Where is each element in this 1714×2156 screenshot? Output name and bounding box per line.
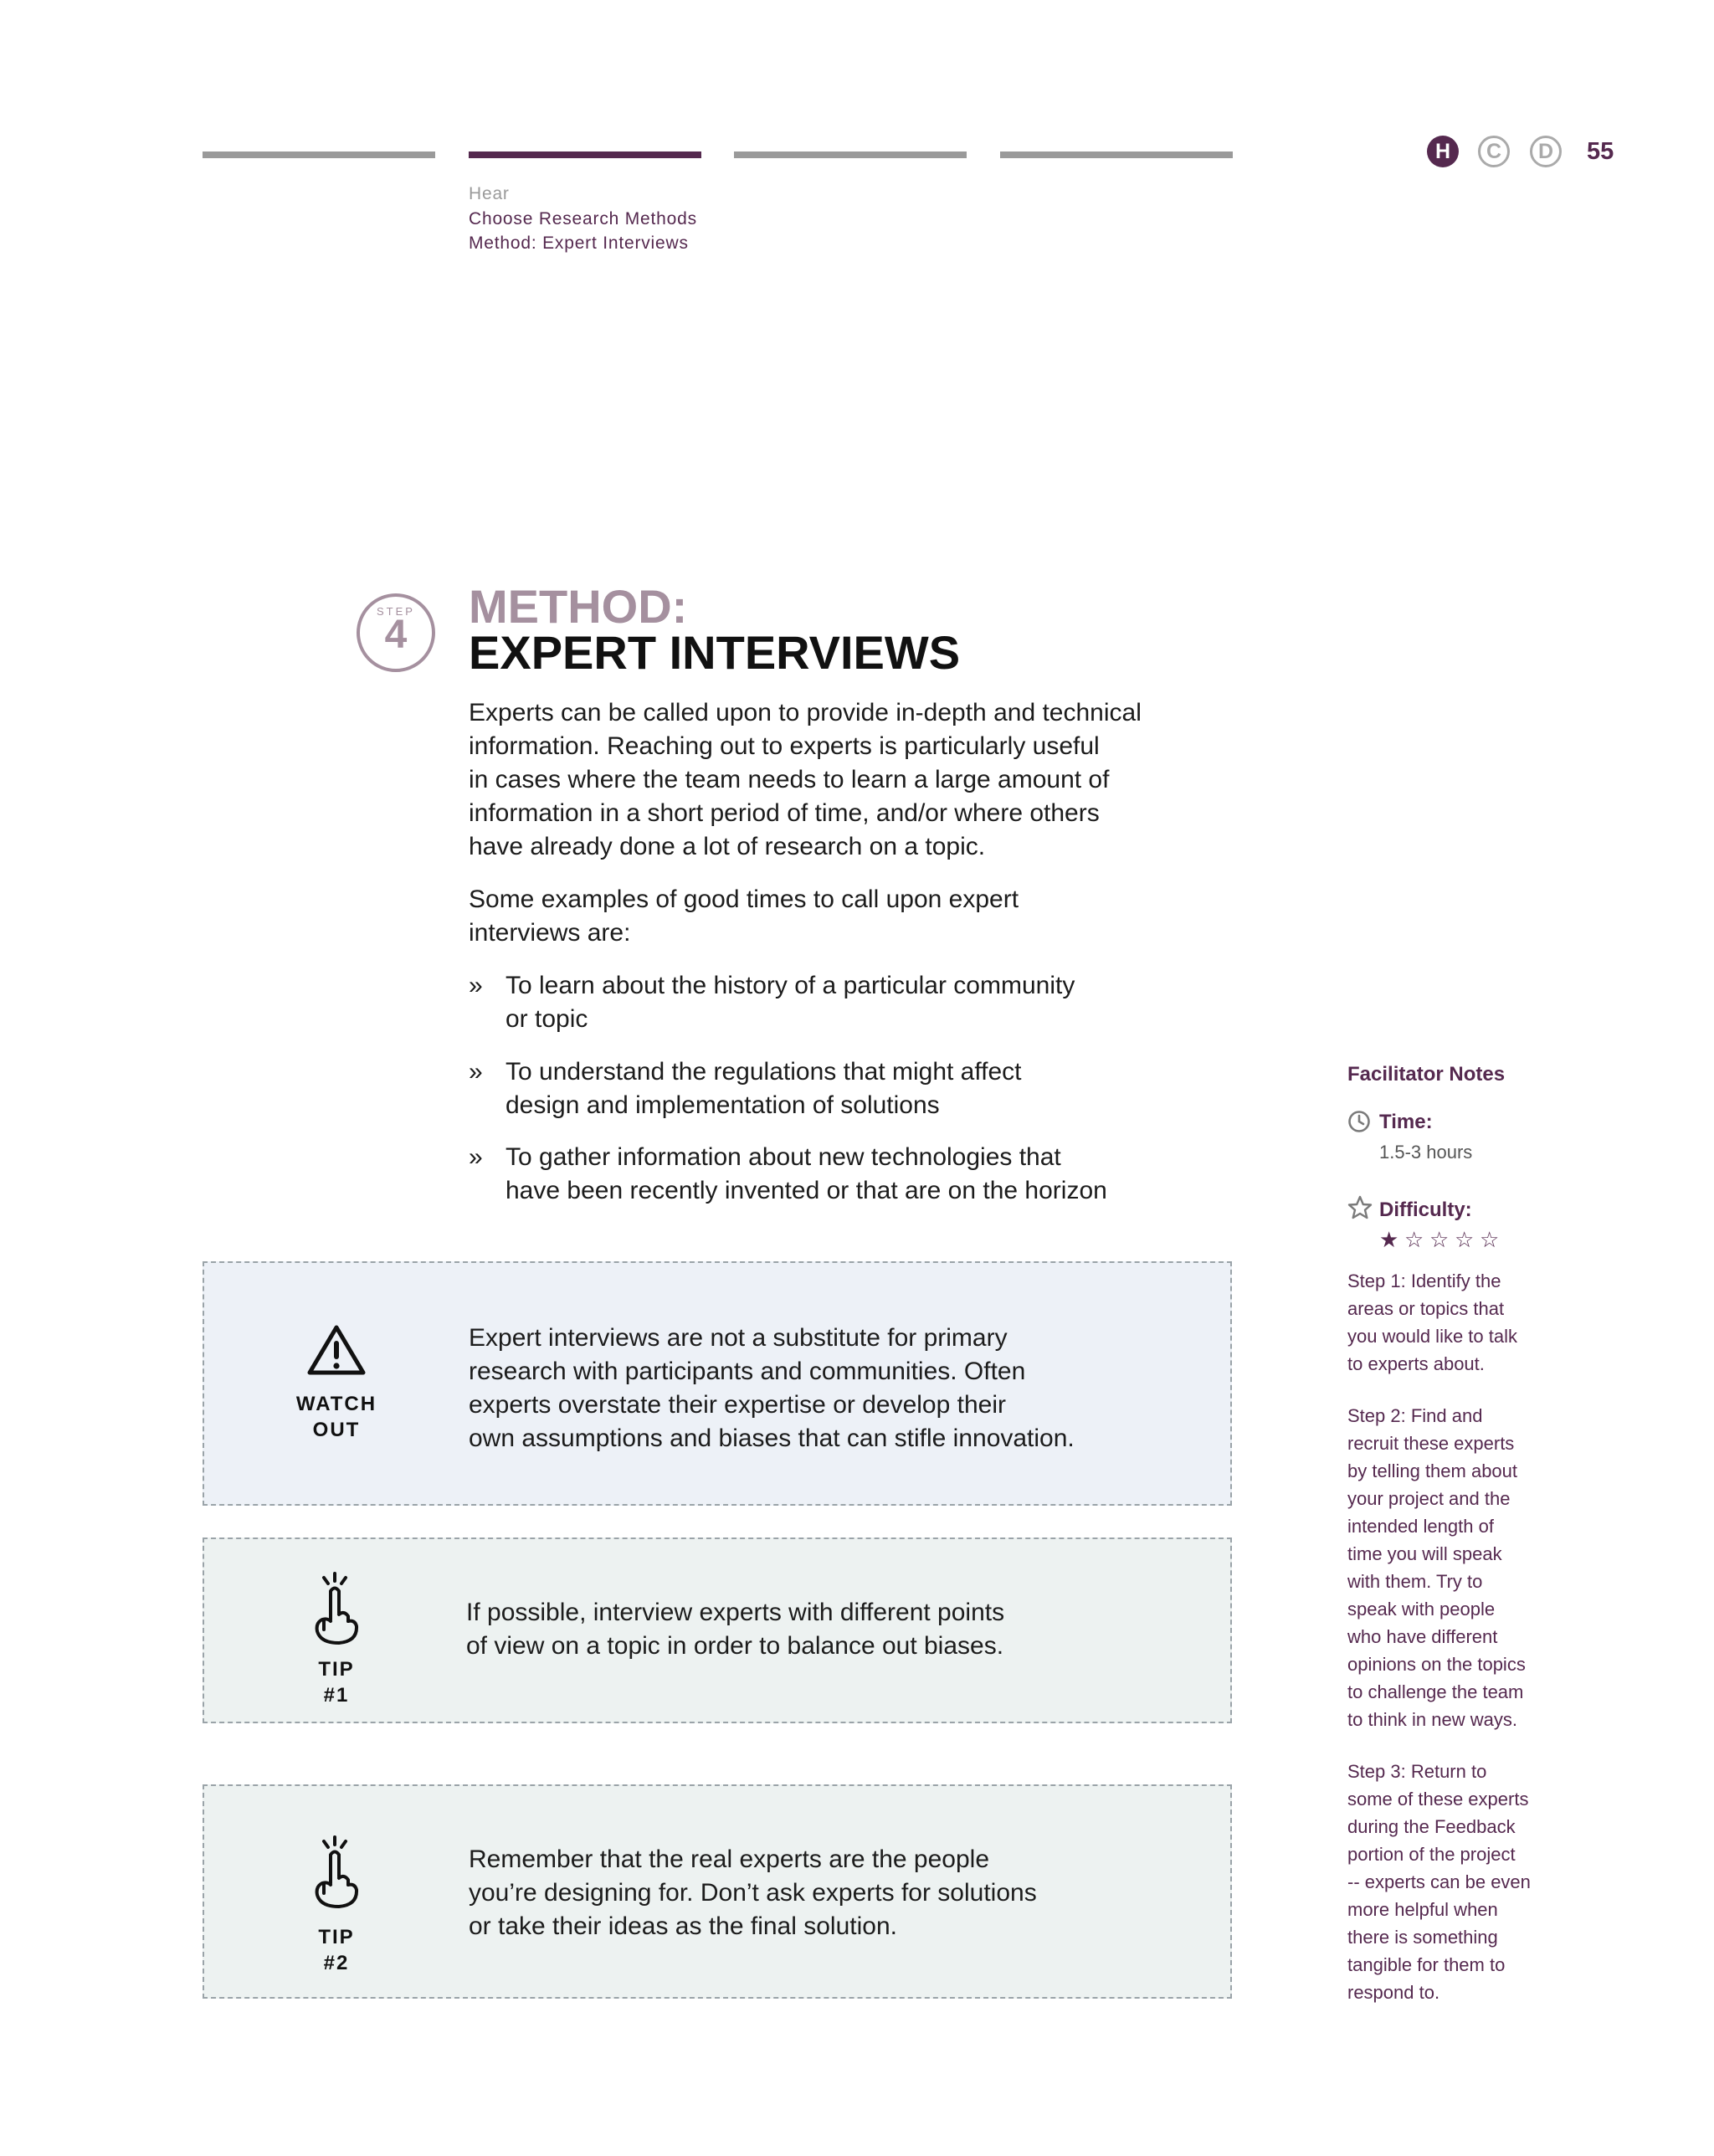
watch-out-line: experts overstate their expertise or develop their <box>469 1391 1006 1419</box>
bullet-marker: » <box>469 1143 483 1171</box>
breadcrumb-method: Method: Expert Interviews <box>469 234 689 253</box>
step-note-line: during the Feedback <box>1347 1816 1516 1837</box>
step-number: 4 <box>384 613 408 657</box>
step-note-line: to experts about. <box>1347 1353 1485 1374</box>
step-note-line: areas or topics that <box>1347 1298 1505 1319</box>
list-item: To understand the regulations that might affect <box>505 1058 1022 1086</box>
tip-2-line: or take their ideas as the final solution. <box>469 1912 897 1940</box>
step-note-line: opinions on the topics <box>1347 1654 1526 1675</box>
tip-1-line: of view on a topic in order to balance out biases. <box>466 1632 1004 1660</box>
step-note-line: respond to. <box>1347 1982 1440 2003</box>
step-note-line: to challenge the team <box>1347 1681 1524 1702</box>
step-note-line: portion of the project <box>1347 1844 1516 1865</box>
tip-1-label-line1: TIP <box>318 1658 355 1681</box>
star-outline-icon <box>1347 1195 1373 1220</box>
step-note-line: -- experts can be even <box>1347 1871 1531 1892</box>
list-item: To gather information about new technologies that <box>505 1143 1061 1171</box>
step-note-line: some of these experts <box>1347 1789 1529 1810</box>
list-item-continued: or topic <box>505 1005 588 1033</box>
list-item-continued: have been recently invented or that are on the horizon <box>505 1177 1107 1204</box>
clock-icon <box>1347 1110 1371 1133</box>
create-phase-badge: C <box>1478 136 1510 167</box>
watch-out-label-line1: WATCH <box>295 1393 377 1415</box>
tip-2-line: Remember that the real experts are the people <box>469 1845 990 1873</box>
deliver-phase-badge: D <box>1530 136 1562 167</box>
progress-segment-2-active <box>469 151 701 158</box>
watch-out-callout <box>203 1261 1232 1506</box>
watch-out-line: own assumptions and biases that can stifle innovation. <box>469 1424 1075 1452</box>
bullet-marker: » <box>469 1058 483 1086</box>
watch-out-line: research with participants and communities. Often <box>469 1358 1026 1385</box>
tip-2-label-line2: #2 <box>323 1952 350 1974</box>
step-label: STEP <box>377 605 415 618</box>
examples-line: interviews are: <box>469 919 631 947</box>
step-note-line: Step 1: Identify the <box>1347 1270 1501 1291</box>
step-number-icon <box>357 593 435 672</box>
tip-1-callout <box>203 1537 1232 1723</box>
progress-segment-3 <box>734 151 967 158</box>
step-note-line: recruit these experts <box>1347 1433 1515 1454</box>
hear-phase-badge: H <box>1427 136 1459 167</box>
tip-1-label-line2: #1 <box>323 1684 350 1707</box>
intro-line: information. Reaching out to experts is particularly useful <box>469 732 1100 760</box>
breadcrumb-section: Choose Research Methods <box>469 209 697 228</box>
step-note-line: with them. Try to <box>1347 1571 1483 1592</box>
intro-line: Experts can be called upon to provide in-depth and technical <box>469 699 1142 726</box>
step-note-line: tangible for them to <box>1347 1954 1506 1975</box>
tip-2-callout <box>203 1784 1232 1999</box>
step-note-line: who have different <box>1347 1626 1498 1647</box>
page-number: 55 <box>1587 138 1614 165</box>
title-prefix: METHOD: <box>469 580 688 633</box>
step-note-line: there is something <box>1347 1927 1498 1948</box>
breadcrumb-phase: Hear <box>469 184 510 203</box>
star-empty-icon: ☆ <box>1480 1227 1500 1252</box>
time-value: 1.5-3 hours <box>1379 1142 1473 1163</box>
tip-2-label-line1: TIP <box>318 1926 355 1948</box>
tip-1-line: If possible, interview experts with different points <box>466 1599 1005 1626</box>
star-empty-icon: ☆ <box>1455 1227 1475 1252</box>
intro-line: in cases where the team needs to learn a large amount of <box>469 766 1110 793</box>
step-note-line: by telling them about <box>1347 1460 1518 1481</box>
difficulty-label: Difficulty: <box>1379 1199 1472 1221</box>
progress-segment-4 <box>1000 151 1233 158</box>
step-note-line: you would like to talk <box>1347 1326 1517 1347</box>
page-title: EXPERT INTERVIEWS <box>469 626 961 679</box>
step-note-line: to think in new ways. <box>1347 1709 1517 1730</box>
bullet-marker: » <box>469 972 483 999</box>
step-note-line: time you will speak <box>1347 1543 1502 1564</box>
tip-2-label <box>269 1924 403 1976</box>
watch-out-line: Expert interviews are not a substitute for primary <box>469 1324 1008 1352</box>
step-2-note <box>1347 1402 1572 1733</box>
watch-out-label <box>269 1391 403 1443</box>
step-note-line: more helpful when <box>1347 1899 1498 1920</box>
step-3-note <box>1347 1758 1572 2006</box>
pointing-hand-icon <box>307 1571 366 1646</box>
star-filled-icon: ★ <box>1379 1227 1399 1252</box>
warning-icon <box>306 1323 367 1377</box>
list-item-continued: design and implementation of solutions <box>505 1091 940 1119</box>
step-1-note <box>1347 1267 1572 1378</box>
tip-1-label <box>269 1656 403 1708</box>
time-label: Time: <box>1379 1111 1433 1133</box>
pointing-hand-icon <box>307 1835 366 1910</box>
progress-segment-1 <box>203 151 435 158</box>
examples-line: Some examples of good times to call upon expert <box>469 886 1019 913</box>
star-empty-icon: ☆ <box>1429 1227 1450 1252</box>
step-note-line: speak with people <box>1347 1599 1496 1620</box>
tip-2-line: you’re designing for. Don’t ask experts for solutions <box>469 1879 1037 1907</box>
step-note-line: Step 2: Find and <box>1347 1405 1483 1426</box>
intro-line: have already done a lot of research on a topic. <box>469 833 986 860</box>
intro-line: information in a short period of time, and/or where others <box>469 799 1100 827</box>
list-item: To learn about the history of a particular community <box>505 972 1075 999</box>
facilitator-notes-heading: Facilitator Notes <box>1347 1063 1506 1086</box>
star-empty-icon: ☆ <box>1404 1227 1424 1252</box>
step-note-line: Step 3: Return to <box>1347 1761 1487 1782</box>
step-note-line: intended length of <box>1347 1516 1494 1537</box>
facilitator-steps <box>1347 1267 1572 2030</box>
step-note-line: your project and the <box>1347 1488 1511 1509</box>
watch-out-label-line2: OUT <box>312 1419 361 1441</box>
